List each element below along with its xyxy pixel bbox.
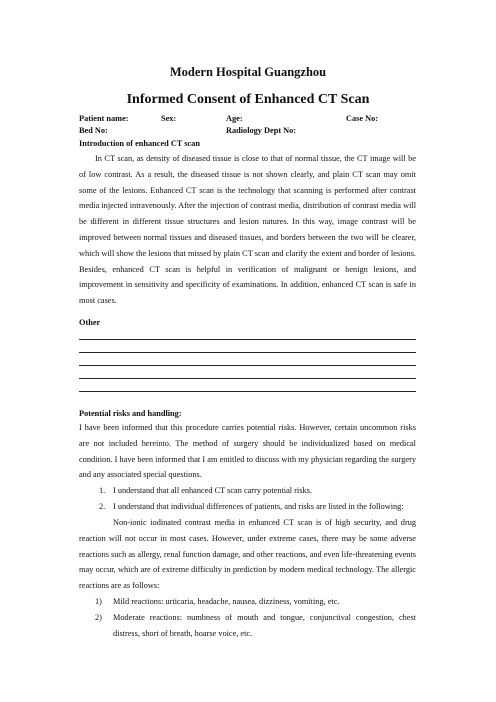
other-heading: Other: [79, 318, 101, 327]
list-item-number: 1.: [99, 486, 106, 495]
other-line-4: [79, 378, 416, 379]
risks-paragraph: I have been informed that this procedure carries potential risks. However, certain uncommon risks are not included hereinto. The method of surgery should be individualized based on medical condition. I have been informed that I am entitled to discuss with my physician regarding the surgery and any associated special questions.: [79, 423, 416, 480]
reaction-item-number: 2): [95, 613, 102, 622]
list-item: [79, 483, 416, 499]
other-line-2: [79, 352, 416, 353]
reaction-item: [79, 594, 416, 610]
risks-heading: Potential risks and handling:: [79, 409, 182, 418]
case-no-label: Case No:: [346, 114, 379, 123]
reaction-item-text: Moderate reactions: numbness of mouth and tongue, conjunctival congestion, chest distress, short of breath, hoarse voice, etc.: [113, 613, 416, 638]
list-item-text: I understand that all enhanced CT scan carry potential risks.: [113, 486, 312, 495]
other-line-3: [79, 365, 416, 366]
bed-no-label: Bed No:: [79, 126, 108, 135]
sex-label: Sex:: [161, 114, 177, 123]
document-title: Informed Consent of Enhanced CT Scan: [126, 92, 370, 107]
intro-paragraph: In CT scan, as density of diseased tissue is close to that of normal tissue, the CT image will be of low contrast. As a result, the diseased tissue is not shown clearly, and plain CT scan may omit some of the lesions. Enhanced CT scan is the technology that scanning is performed after contrast media injected intravenously. After the injection of contrast media, distribution of contrast media will be different in different tissue structures and lesion natures. In this way, image contrast will be improved between normal tissues and diseased tissues, and borders between the two will be clearer, which will show the lesions that missed by plain CT scan and clarify the extent and border of lesions. Besides, enhanced CT scan is helpful in verification of malignant or benign lesions, and improvement in sensitivity and specificity of examinations. In addition, enhanced CT scan is safe in most cases.: [79, 154, 416, 306]
reactions-note: Non-ionic iodinated contrast media in enhanced CT scan is of high security, and drug reaction will not occur in most cases. However, under extreme cases, there may be some adverse reactions such as allergy, renal function damage, and other reactions, and even life-threatening events may occur, which are of extreme difficulty in prediction by modern medical technology. The allergic reactions are as follows:: [79, 518, 416, 591]
other-line-1: [79, 339, 416, 340]
reaction-item: [79, 610, 416, 642]
list-item-number: 2.: [99, 502, 106, 511]
radiology-dept-no-label: Radiology Dept No:: [226, 126, 297, 135]
list-item-text: I understand that individual differences of patients, and risks are listed in the following:: [113, 502, 404, 511]
patient-name-label: Patient name:: [79, 114, 129, 123]
intro-heading: Introduction of enhanced CT scan: [79, 139, 200, 148]
hospital-name: Modern Hospital Guangzhou: [169, 65, 327, 79]
other-line-5: [79, 391, 416, 392]
list-item: [79, 499, 416, 515]
reaction-item-text: Mild reactions: urticaria, headache, nausea, dizziness, vomiting, etc.: [113, 597, 340, 606]
reaction-item-number: 1): [95, 597, 102, 606]
age-label: Age:: [226, 114, 243, 123]
